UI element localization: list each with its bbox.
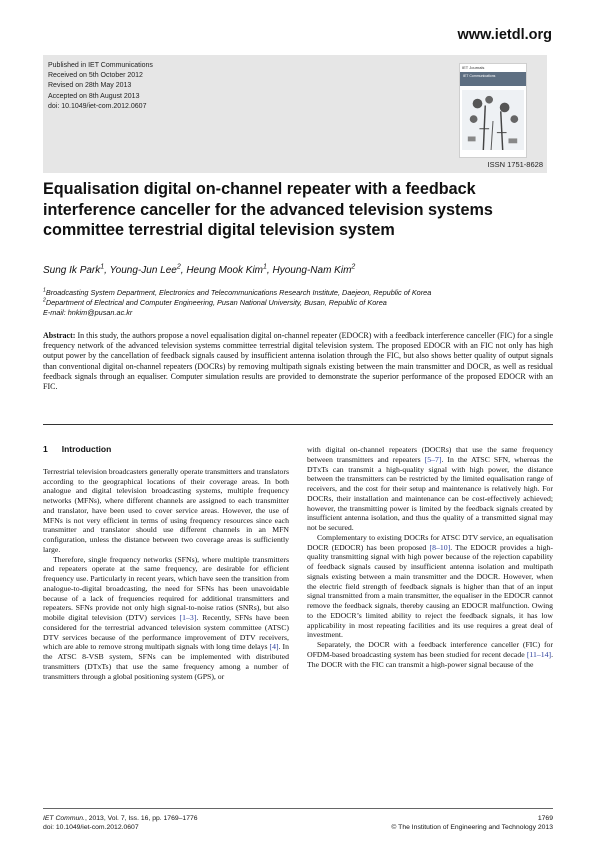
affiliation-number: 2: [43, 297, 46, 304]
footer-volume: , 2013, Vol. 7, Iss. 16, pp. 1769–1776: [84, 815, 198, 822]
section-title: Introduction: [61, 445, 112, 454]
abstract: [43, 331, 553, 420]
affiliation-text: Broadcasting System Department, Electronics and Telecommunications Research Institute, Daejeon, Republic of Korea: [45, 288, 432, 297]
journal-cover-thumbnail: [459, 63, 527, 158]
cover-label: IET Journals: [462, 65, 485, 70]
publication-info-box: [43, 55, 547, 173]
paragraph-text: with digital on-channel repeaters (DOCRs) that use the same frequency between transmitters and repeaters: [307, 445, 553, 464]
footer-journal: IET Commun.: [43, 815, 85, 822]
paragraph: [307, 533, 553, 640]
pub-line-received: Received on 5th October 2012: [48, 72, 143, 80]
pub-line-journal: Published in IET Communications: [48, 62, 153, 69]
author-affiliation-mark: 1: [100, 263, 105, 271]
body-column-left: [43, 445, 289, 835]
author-name: Young-Jun Lee: [109, 265, 177, 276]
article-title: Equalisation digital on-channel repeater with a feedback interference canceller for the advanced television systems committee terrestrial digital television system: [43, 180, 493, 239]
section-number: 1: [43, 445, 48, 454]
author-name: Heung Mook Kim: [186, 265, 264, 276]
paragraph-text: Separately, the DOCR with a feedback interference canceller (FIC) for OFDM-based broadcasting system has been studied for recent decade: [307, 640, 553, 659]
cover-subtitle: IET Communications: [463, 74, 496, 78]
pub-line-doi: doi: 10.1049/iet-com.2012.0607: [48, 102, 147, 110]
affiliation-text: Department of Electrical and Computer Engineering, Pusan National University, Busan, Republic of Korea: [45, 298, 387, 307]
paragraph: Terrestrial television broadcasters generally operate transmitters and translators according to the geographical locations of their coverage areas. In both analogue and digital television broadcasting systems, multiple frequency networks (MFNs), where different channels are assigned to each transmitter and translator, have been used to cover service areas. However, the use of MFNs is not very efficient in terms of using frequency resources since each transmitter and translator should use different channels in an MFN configuration, unless the distance between two coverage areas is sufficiently large.: [43, 466, 289, 554]
publication-history: [48, 61, 153, 112]
site-url[interactable]: www.ietdl.org: [457, 27, 552, 43]
paragraph-text: . The EDOCR provides a high-quality transmitting signal with high power because of the rejection capability of feedback signals caused by insufficient antenna isolation and multipath signals existing between a main transmitter and the DOCR. However, when the electric field strength of feedback signals is higher than that of an input signal transmitted from a main transmitter, the equaliser in the EDOCR cannot remove the feedback signals, thereby causing an EDOCR malfunction. Owing to the EDOCR’s limited ability to reject the feedback signals, it has low applicability in most repeating facilities and its use requires a great deal of investment.: [307, 542, 553, 640]
author-name: Hyoung-Nam Kim: [272, 265, 352, 276]
abstract-divider: [43, 424, 553, 425]
author-affiliation-mark: 1: [263, 263, 267, 271]
author-affiliation-mark: 2: [176, 263, 181, 271]
pub-line-revised: Revised on 28th May 2013: [48, 82, 132, 90]
issn: ISSN 1751-8628: [487, 160, 543, 169]
paragraph-text: . The DOCR with the FIC can transmit a high-power signal because of the: [307, 649, 553, 669]
citation-link[interactable]: [4]: [269, 642, 279, 652]
abstract-text: In this study, the authors propose a novel equalisation digital on-channel repeater (EDOCR) with a feedback interference canceller (FIC) for a single frequency network of the advanced television systems committee terrestrial digital television system. The proposed EDOCR with an FIC not only has high output power by the cancellation of feedback signals caused by insufficient antenna isolation through the FIC, but also shows better quality of output signals than conventional digital on-channel repeaters (DOCRs) by removing multipath signals existing between the main transmitter and DOCR, as well as residual feedback signals through an equaliser. Computer simulation results are provided to demonstrate the superior performance of the proposed EDOCR with an FIC.: [43, 331, 553, 392]
citation-link[interactable]: [8–10]: [429, 542, 451, 552]
body-column-right: [307, 445, 553, 835]
abstract-label: Abstract:: [43, 331, 76, 340]
paragraph-text: . In the ATSC SFN, whereas the DTxTs can transmit a high-quality signal with high power, the distance between the transmitters can be restricted by the limited equalisation range of receivers, and the cost for their setup and maintenance is relatively high. For DOCRs, their installation and maintenance can be cost-effectively achieved; however, the transmitting power is limited by the feedback signals created by insufficient antenna isolation, and thus the quality of a transmitted signal may not be secured.: [307, 454, 553, 532]
copyright: © The Institution of Engineering and Technology 2013: [391, 824, 553, 831]
footer-doi[interactable]: doi: 10.1049/iet-com.2012.0607: [43, 824, 139, 831]
paragraph: [307, 445, 553, 533]
author-affiliation-mark: 2: [351, 263, 356, 271]
author-name: Sung Ik Park: [43, 265, 101, 276]
paragraph-text: Complementary to existing DOCRs for ATSC DTV service, an equalisation DOCR (EDOCR) has been proposed: [307, 532, 553, 552]
citation-link[interactable]: [11–14]: [526, 649, 552, 659]
section-heading: [43, 445, 289, 455]
paragraph: [43, 555, 289, 682]
footer-divider: [43, 808, 553, 809]
affiliation-1: [43, 288, 553, 297]
paragraph-text: Therefore, single frequency networks (SFNs), where multiple transmitters and repeaters operate at the same frequency, are desirable for efficient frequency use. Particularly in recent years, which have seen the transition from analogue-to-digital broadcasting, the need for SFNs has been unavoidable because of a lack of frequencies required for additional transmitters and repeaters. SFNs provide not only high signal-to-noise ratios (SNRs), but also mobile digital television (DTV) services: [43, 554, 289, 622]
page-number: 1769: [537, 815, 553, 822]
paragraph: [307, 640, 553, 669]
affiliation-number: 1: [43, 287, 46, 294]
corresponding-email[interactable]: E-mail: hnkim@pusan.ac.kr: [43, 308, 133, 317]
cover-antenna-image: [462, 90, 524, 150]
footer-citation: [43, 815, 198, 822]
citation-link[interactable]: [5–7]: [424, 454, 442, 464]
paragraph-text: . Recently, SFNs have been considered for the terrestrial advanced television system committee (ATSC) DTV services because of the performance improvement of DTV receivers, which are able to remove strong multipath signals with long time delays: [43, 613, 289, 652]
affiliation-2: [43, 298, 553, 307]
citation-link[interactable]: [1–3]: [179, 613, 197, 622]
author-list: Sung Ik Park$^1$, Young-Jun Lee$^2$, Heung Mook Kim$^1$, Hyoung-Nam Kim$^2$: [43, 263, 356, 276]
paragraph-text: . In the ATSC 8-VSB system, SFNs can be implemented with distributed transmitters (DTxTs) that use the same frequency among a number of transmitters through a global positioning system (GPS), or: [43, 642, 289, 681]
pub-line-accepted: Accepted on 8th August 2013: [48, 92, 140, 100]
